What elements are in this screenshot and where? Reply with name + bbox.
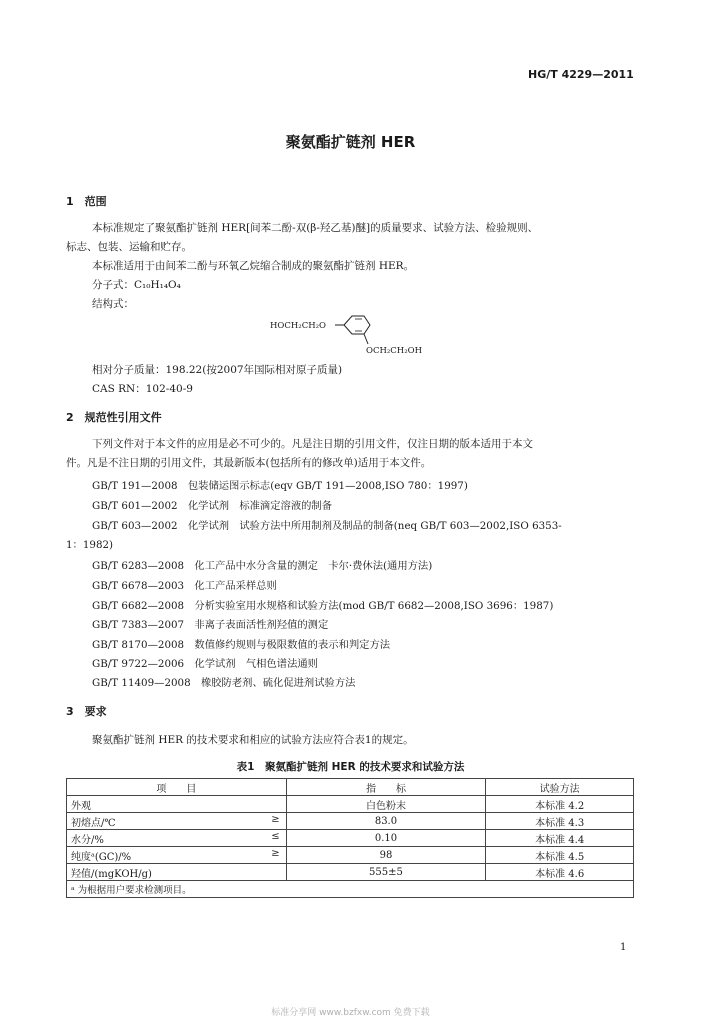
reference-item: GB/T 6283—2008 化工产品中水分含量的测定 卡尔·费休法(通用方法) bbox=[92, 560, 433, 572]
item-method: 本标准 4.5 bbox=[486, 847, 634, 864]
table-footnote: ᵃ 为根据用户要求检测项目。 bbox=[67, 881, 634, 898]
item-name: 水分/% bbox=[71, 834, 104, 846]
document-title: 聚氨酯扩链剂 HER bbox=[285, 133, 416, 151]
item-index: 0.10 bbox=[286, 830, 486, 847]
item-name: 羟值/(mgKOH/g) bbox=[71, 868, 152, 880]
scope-paragraph-2: 本标准适用于由间苯二酚与环氧乙烷缩合制成的聚氨酯扩链剂 HER。 bbox=[92, 260, 415, 272]
item-relation: ≤ bbox=[271, 831, 280, 842]
scope-paragraph-line2: 标志、包装、运输和贮存。 bbox=[66, 241, 192, 253]
scope-paragraph-line1: 本标准规定了聚氨酯扩链剂 HER[间苯二酚-双(β-羟乙基)醚]的质量要求、试验方法、检验规则、 bbox=[92, 222, 539, 234]
reference-item: GB/T 603—2002 化学试剂 试验方法中所用制剂及制品的制备(neq GB/T 603—2002,ISO 6353- bbox=[92, 520, 562, 532]
reference-item: GB/T 601—2002 化学试剂 标准滴定溶液的制备 bbox=[92, 500, 333, 512]
reference-item: GB/T 6678—2003 化工产品采样总则 bbox=[92, 580, 277, 592]
watermark: 标准分享网 www.bzfxw.com 免费下载 bbox=[271, 1008, 430, 1018]
spec-table bbox=[66, 778, 634, 898]
header-index: 指 标 bbox=[286, 779, 486, 796]
standard-number: HG/T 4229—2011 bbox=[528, 68, 634, 81]
item-name: 纯度ᵃ(GC)/% bbox=[71, 851, 132, 863]
item-name: 外观 bbox=[71, 800, 91, 812]
item-method: 本标准 4.2 bbox=[486, 796, 634, 813]
item-index: 83.0 bbox=[286, 813, 486, 830]
normative-intro-line2: 件。凡是不注日期的引用文件，其最新版本(包括所有的修改单)适用于本文件。 bbox=[66, 457, 432, 469]
cas-number: CAS RN：102-40-9 bbox=[92, 383, 193, 395]
item-method: 本标准 4.6 bbox=[486, 864, 634, 881]
reference-item-continuation: 1：1982) bbox=[66, 539, 114, 551]
item-index: 98 bbox=[286, 847, 486, 864]
normative-intro-line1: 下列文件对于本文件的应用是必不可少的。凡是注日期的引用文件，仅注日期的版本适用于本文 bbox=[92, 438, 533, 450]
table-row bbox=[67, 813, 634, 830]
item-index: 555±5 bbox=[286, 864, 486, 881]
table-footnote-row bbox=[67, 881, 634, 898]
item-method: 本标准 4.3 bbox=[486, 813, 634, 830]
page-number: 1 bbox=[620, 942, 627, 953]
section-1-heading: 1 范围 bbox=[66, 195, 107, 208]
table-row bbox=[67, 864, 634, 881]
table-row bbox=[67, 830, 634, 847]
molecular-formula: 分子式：C₁₀H₁₄O₄ bbox=[92, 279, 181, 291]
table-row bbox=[67, 847, 634, 864]
relative-molecular-mass: 相对分子质量：198.22(按2007年国际相对原子质量) bbox=[92, 364, 343, 376]
table-header-row bbox=[67, 779, 634, 796]
item-index: 白色粉末 bbox=[286, 796, 486, 813]
reference-item: GB/T 9722—2006 化学试剂 气相色谱法通则 bbox=[92, 658, 318, 670]
structure-label: 结构式： bbox=[92, 298, 134, 310]
structure-left-group: HOCH₂CH₂O bbox=[270, 321, 326, 331]
table-row bbox=[67, 796, 634, 813]
section-3-heading: 3 要求 bbox=[66, 705, 107, 718]
reference-item: GB/T 191—2008 包装储运图示标志(eqv GB/T 191—2008,ISO 780：1997) bbox=[92, 480, 468, 492]
header-item: 项 目 bbox=[67, 779, 287, 796]
reference-item: GB/T 8170—2008 数值修约规则与极限数值的表示和判定方法 bbox=[92, 639, 391, 651]
table-caption: 表1 聚氨酯扩链剂 HER 的技术要求和试验方法 bbox=[236, 761, 465, 773]
reference-item: GB/T 7383—2007 非离子表面活性剂羟值的测定 bbox=[92, 619, 329, 631]
item-method: 本标准 4.4 bbox=[486, 830, 634, 847]
structural-formula bbox=[270, 306, 450, 362]
reference-item: GB/T 6682—2008 分析实验室用水规格和试验方法(mod GB/T 6682—2008,ISO 3696：1987) bbox=[92, 600, 554, 612]
section-2-heading: 2 规范性引用文件 bbox=[66, 411, 162, 424]
structure-right-group: OCH₂CH₂OH bbox=[366, 346, 422, 356]
item-relation: ≥ bbox=[271, 848, 280, 859]
item-name: 初熔点/℃ bbox=[71, 817, 116, 829]
requirements-paragraph: 聚氨酯扩链剂 HER 的技术要求和相应的试验方法应符合表1的规定。 bbox=[92, 734, 414, 746]
header-method: 试验方法 bbox=[486, 779, 634, 796]
reference-item: GB/T 11409—2008 橡胶防老剂、硫化促进剂试验方法 bbox=[92, 677, 356, 689]
item-relation: ≥ bbox=[271, 814, 280, 825]
